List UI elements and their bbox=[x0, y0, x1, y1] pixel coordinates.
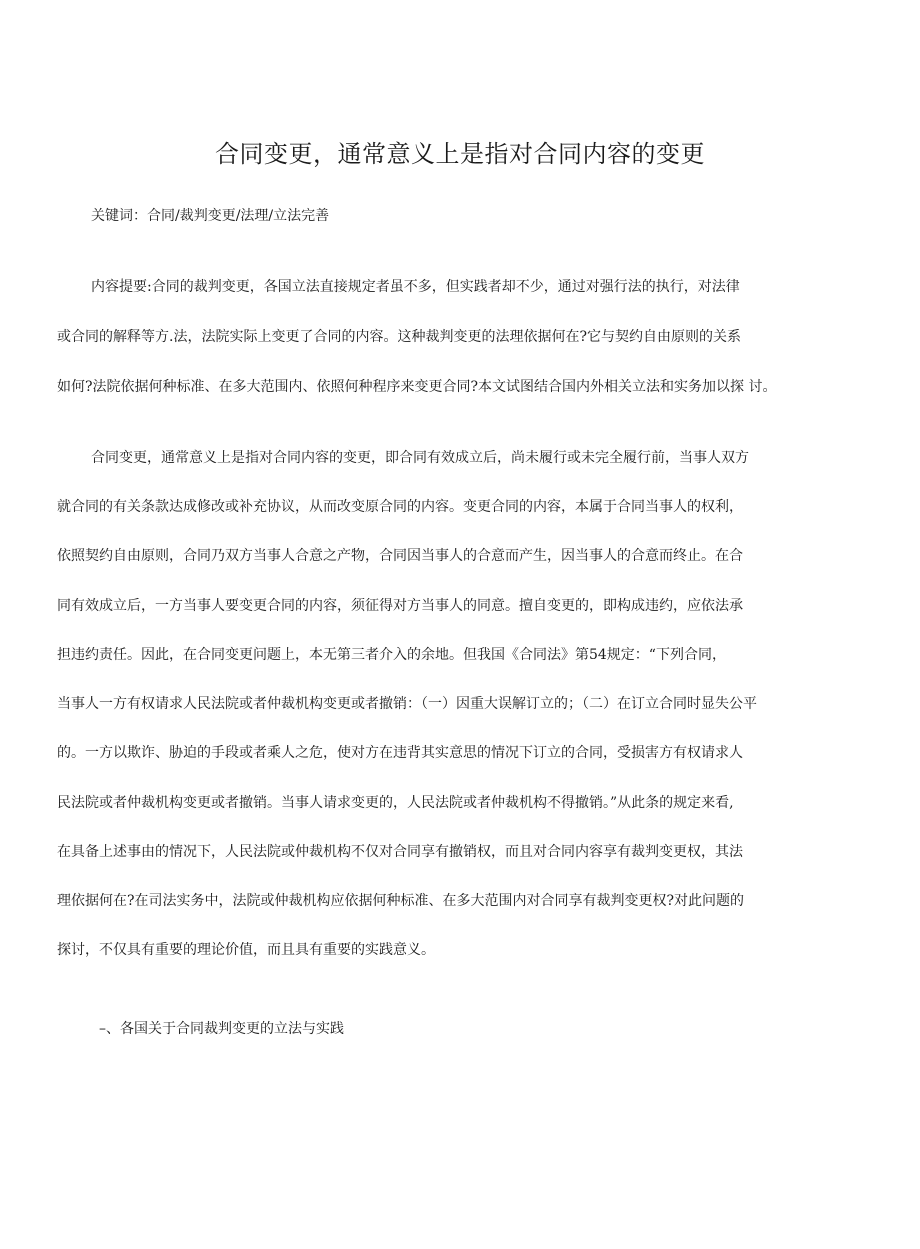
body-line: 在具备上述事由的情况下，人民法院或仲裁机构不仅对合同享有撤销权，而且对合同内容享有裁判变更权，其法 bbox=[57, 844, 743, 860]
body-line: 探讨，不仅具有重要的理论价值，而且具有重要的实践意义。 bbox=[57, 942, 435, 958]
abstract-line: 内容提要:合同的裁判变更，各国立法直接规定者虽不多，但实践者却不少，通过对强行法的执行，对法律 bbox=[91, 279, 740, 295]
body-line: 合同变更，通常意义上是指对合同内容的变更，即合同有效成立后，尚未履行或未完全履行前，当事人双方 bbox=[91, 450, 749, 466]
document-title: 合同变更，通常意义上是指对合同内容的变更 bbox=[215, 140, 705, 168]
abstract-line: 如何?法院依据何种标准、在多大范围内、依照何种程序来变更合同?本文试图结合国内外相关立法和实务加以探 讨。 bbox=[57, 379, 777, 395]
abstract-line: 或合同的解释等方.法，法院实际上变更了合同的内容。这种裁判变更的法理依据何在?它与契约自由原则的关系 bbox=[57, 329, 741, 345]
body-line: 当事人一方有权请求人民法院或者仲裁机构变更或者撤销：（一）因重大误解订立的；（二）在订立合同时显失公平 bbox=[57, 696, 757, 712]
body-line: 的。一方以欺诈、胁迫的手段或者乘人之危，使对方在违背其实意思的情况下订立的合同，受损害方有权请求人 bbox=[57, 745, 743, 761]
body-line: 依照契约自由原则，合同乃双方当事人合意之产物，合同因当事人的合意而产生，因当事人的合意而终止。在合 bbox=[57, 548, 743, 564]
body-line: 就合同的有关条款达成修改或补充协议，从而改变原合同的内容。变更合同的内容，本属于合同当事人的权利， bbox=[57, 499, 743, 515]
body-line: 民法院或者仲裁机构变更或者撤销。当事人请求变更的，人民法院或者仲裁机构不得撤销。”从此条的规定来看, bbox=[57, 795, 734, 811]
section-heading: –、各国关于合同裁判变更的立法与实践 bbox=[99, 1021, 344, 1037]
body-line: 担违约责任。因此，在合同变更问题上，本无第三者介入的余地。但我国《合同法》第54规定：“下列合同， bbox=[57, 647, 726, 663]
body-line: 同有效成立后，一方当事人要变更合同的内容，须征得对方当事人的同意。擅自变更的，即构成违约，应依法承 bbox=[57, 598, 743, 614]
body-line: 理依据何在?在司法实务中，法院或仲裁机构应依据何种标准、在多大范围内对合同享有裁判变更权?对此问题的 bbox=[57, 893, 745, 909]
keywords-line: 关键词：合同/裁判变更/法理/立法完善 bbox=[91, 208, 330, 224]
